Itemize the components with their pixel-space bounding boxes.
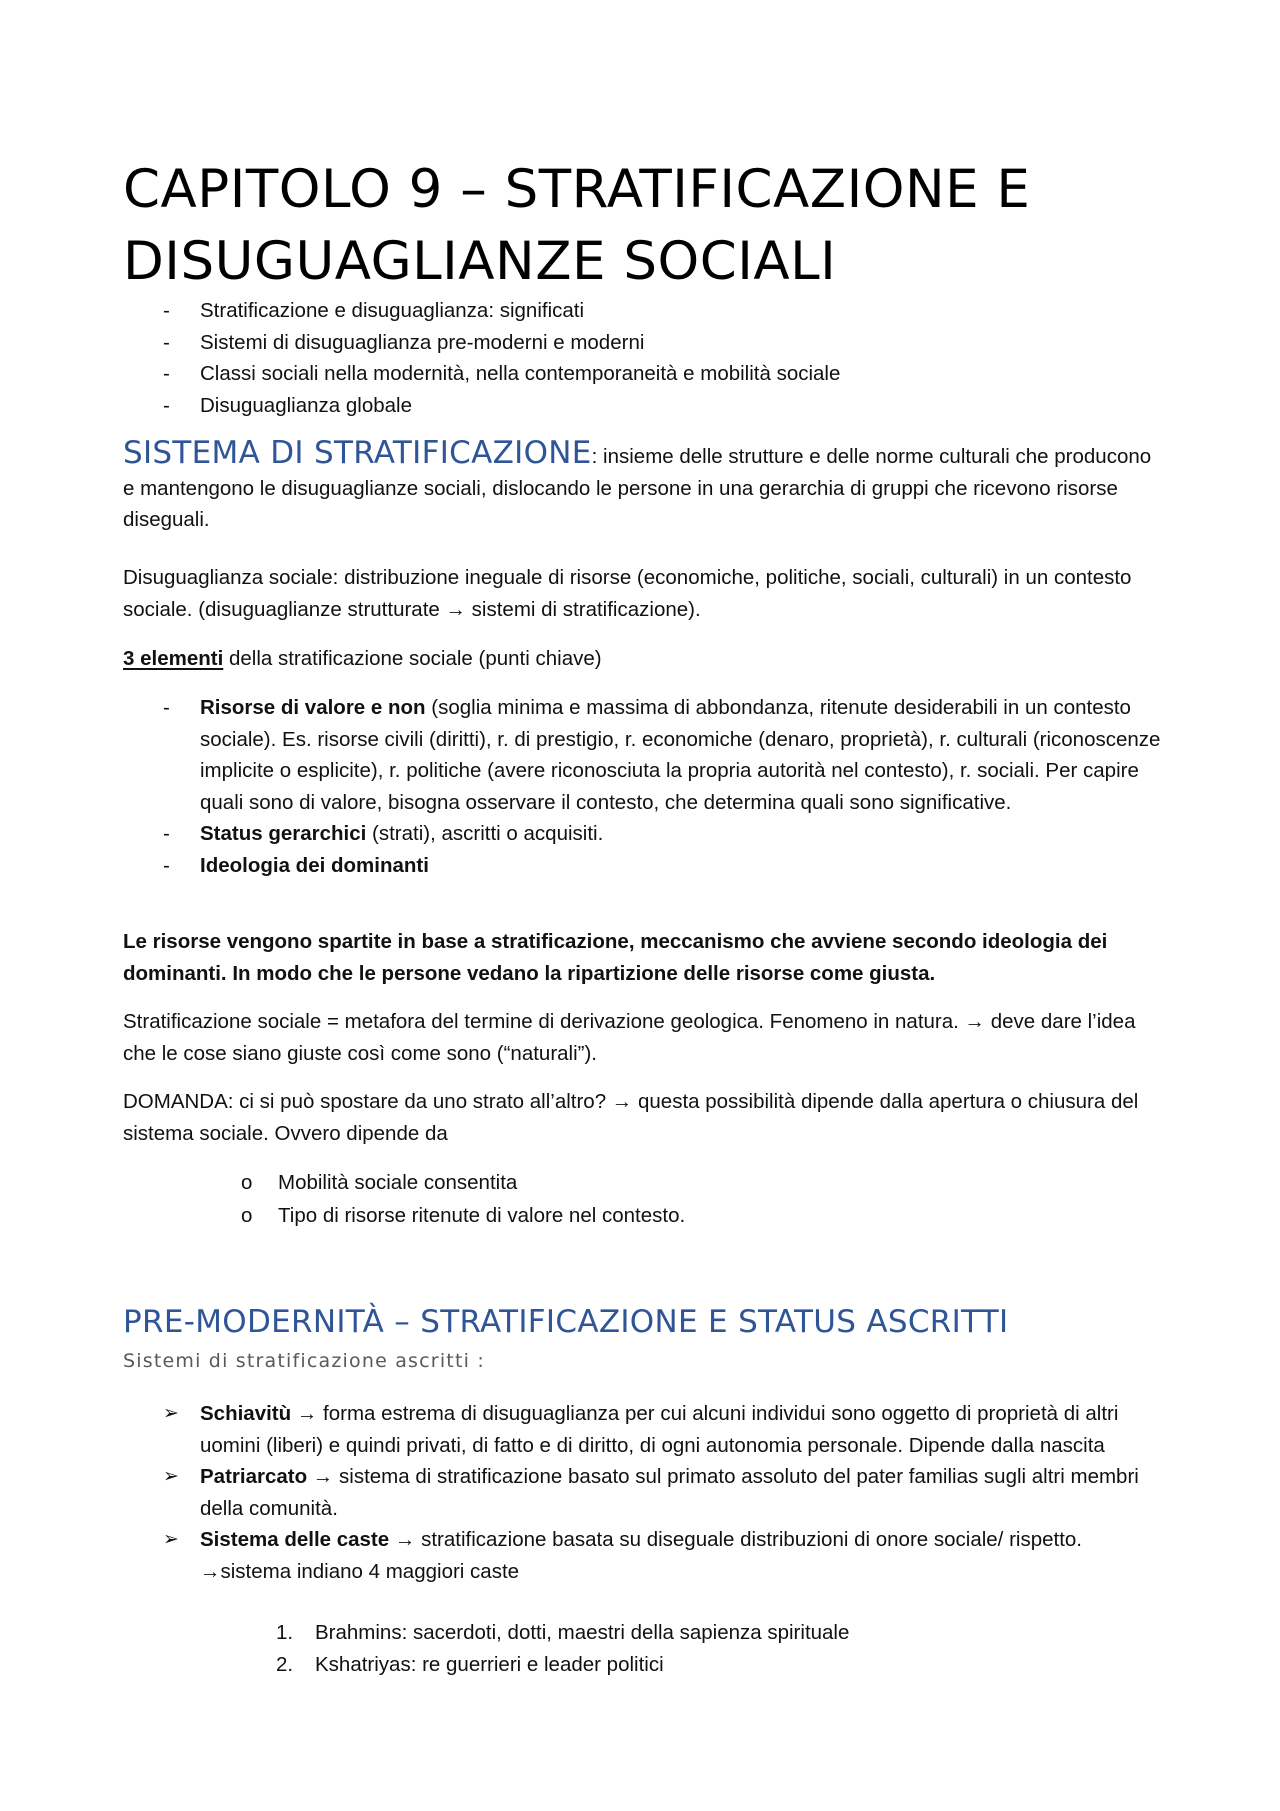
arrow-bullet-icon: ➢: [163, 1403, 179, 1424]
list-item: ➢ Schiavitù → forma estrema di disuguaglianza per cui alcuni individui sono oggetto di proprietà di altri uomini (liberi) e quindi privati, di fatto e di diritto, di ogni autonomia personale. Dipende dalla nascita: [123, 1398, 1163, 1461]
section-definition: [123, 435, 1163, 536]
list-item: 1. Brahmins: sacerdoti, dotti, maestri della sapienza spirituale: [276, 1621, 850, 1644]
arrow-bullet-icon: ➢: [163, 1466, 179, 1487]
paragraph-domanda: DOMANDA: ci si può spostare da uno strato all’altro? → questa possibilità dipende dalla apertura o chiusura del sistema sociale. Ovvero dipende da: [123, 1090, 1139, 1145]
arrow-bullet-icon: ➢: [163, 1529, 179, 1550]
ascribed-systems-list: [123, 1398, 1163, 1587]
definition-text-rest: producono e mantengono le disuguaglianze sociali, dislocando le persone in una gerarchia di gruppi che ricevono risorse diseguali.: [123, 445, 1152, 531]
title-line-1: CAPITOLO 9 – STRATIFICAZIONE E: [123, 159, 1031, 220]
list-item: - Ideologia dei dominanti: [163, 853, 429, 877]
section-heading-premodernita: PRE-MODERNITÀ – STRATIFICAZIONE E STATUS ASCRITTI: [123, 1304, 1009, 1340]
elements-list: [123, 692, 1163, 881]
list-item: - Status gerarchici (strati), ascritti o acquisiti.: [163, 822, 604, 845]
definition-text: : insieme delle strutture e delle norme culturali che: [591, 445, 1049, 468]
list-item: o Mobilità sociale consentita: [241, 1171, 518, 1194]
paragraph-disuguaglianza: Disuguaglianza sociale: distribuzione ineguale di risorse (economiche, politiche, sociali, culturali) in un contesto sociale. (disuguaglianze strutturate → sistemi di stratificazione).: [123, 566, 1132, 621]
paragraph-metafora: Stratificazione sociale = metafora del termine di derivazione geologica. Fenomeno in natura. → deve dare l’idea che le cose siano giuste così come sono (“naturali”).: [123, 1010, 1136, 1065]
title-line-2: DISUGUAGLIANZE SOCIALI: [123, 231, 837, 292]
paragraph-elements-label: 3 elementi della stratificazione sociale (punti chiave): [123, 647, 602, 670]
list-item: ➢ Sistema delle caste → stratificazione basata su diseguale distribuzioni di onore sociale/ rispetto. →sistema indiano 4 maggiori caste: [123, 1524, 1163, 1587]
list-item: o Tipo di risorse ritenute di valore nel contesto.: [241, 1204, 686, 1227]
section-heading-stratificazione: SISTEMA DI STRATIFICAZIONE: [123, 435, 592, 471]
list-item: 2. Kshatriyas: re guerrieri e leader politici: [276, 1652, 664, 1676]
section-subtitle: Sistemi di stratificazione ascritti :: [123, 1350, 485, 1372]
list-item: - Classi sociali nella modernità, nella contemporaneità e mobilità sociale: [163, 362, 841, 385]
list-item: - Risorse di valore e non (soglia minima e massima di abbondanza, ritenute desiderabili in un contesto sociale). Es. risorse civili (diritti), r. di prestigio, r. economiche (denaro, proprietà), r. culturali (riconoscenze implicite o esplicite), r. politiche (avere riconosciuta la propria autorità nel contesto), r. sociali. Per capire quali sono di valore, bisogna osservare il contesto, che determina quali sono significative.: [163, 696, 1161, 814]
elements-label: 3 elementi: [123, 647, 224, 670]
list-item: - Stratificazione e disuguaglianza: significati: [163, 299, 585, 322]
list-item: - Disuguaglianza globale: [163, 393, 412, 417]
o-list: [123, 1166, 1163, 1232]
list-item: - Sistemi di disuguaglianza pre-moderni e moderni: [163, 330, 645, 354]
castes-list: [123, 1617, 1163, 1680]
bold-paragraph: Le risorse vengono spartite in base a stratificazione, meccanismo che avviene secondo ideologia dei dominanti. In modo che le persone vedano la ripartizione delle risorse come giusta.: [123, 930, 1108, 985]
list-item: ➢ Patriarcato → sistema di stratificazione basato sul primato assoluto del pater familias sugli altri membri della comunità.: [123, 1461, 1163, 1524]
page-title: [123, 154, 1163, 298]
intro-list: [123, 295, 1163, 421]
